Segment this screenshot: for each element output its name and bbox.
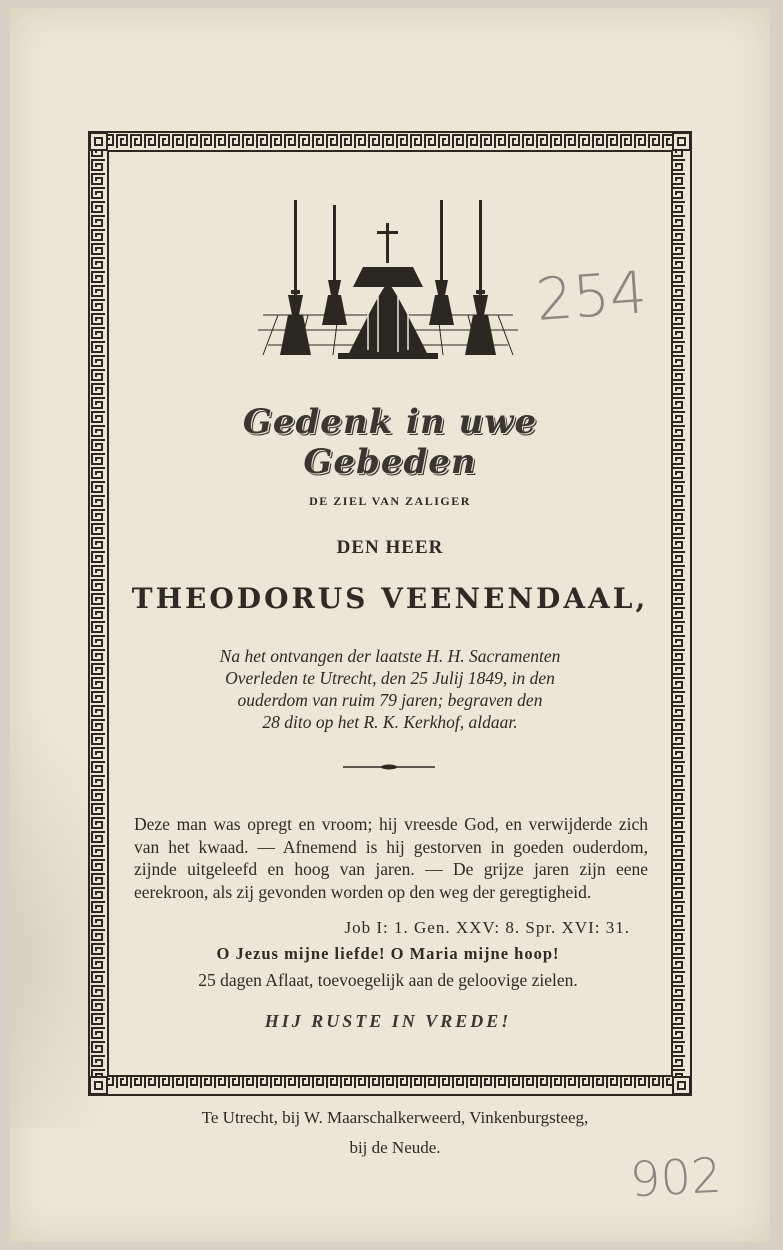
body-text: Deze man was opregt en vroom; hij vreesde God, en verwijderde zich van het kwaad. — Afnemend is hij gestorven in goeden ouderdom, zijnde uitgeleefd en hoog van jaren. — De grijze jaren zijn eene eerekroon, als zij gevonden worden op den weg der geregtigheid. — [134, 814, 648, 902]
closing-line: HIJ RUSTE IN VREDE! — [264, 1011, 512, 1031]
printer-line: bij de Neude. — [349, 1138, 441, 1157]
details-line: Na het ontvangen der laatste H. H. Sacramenten — [219, 646, 561, 666]
printer-imprint — [90, 1103, 700, 1163]
details-line: 28 dito op het R. K. Kerkhof, aldaar. — [262, 712, 518, 732]
altar-icon — [258, 195, 518, 365]
prayer-line: O Jezus mijne liefde! O Maria mijne hoop! — [216, 944, 560, 963]
title-line: DEN HEER — [336, 537, 444, 558]
flourish-divider-icon — [343, 764, 435, 770]
details-line: ouderdom van ruim 79 jaren; begraven den — [237, 690, 543, 710]
printer-line: Te Utrecht, bij W. Maarschalkerweerd, Vinkenburgsteeg, — [201, 1108, 589, 1127]
deceased-name: THEODORUS VEENENDAAL, — [131, 582, 649, 615]
handwritten-number-top: 254 — [533, 258, 649, 334]
details-line: Overleden te Utrecht, den 25 Julij 1849, in den — [225, 668, 555, 688]
heading: Gedenk in uwe Gebeden — [242, 402, 538, 482]
scripture-reference: Job I: 1. Gen. XXV: 8. Spr. XVI: 31. — [344, 918, 630, 937]
handwritten-number-bottom: 902 — [628, 1147, 724, 1209]
subheading: DE ZIEL VAN ZALIGER — [309, 494, 471, 508]
details-block — [140, 645, 640, 733]
indulgence-line: 25 dagen Aflaat, toevoegelijk aan de geloovige zielen. — [198, 970, 578, 990]
